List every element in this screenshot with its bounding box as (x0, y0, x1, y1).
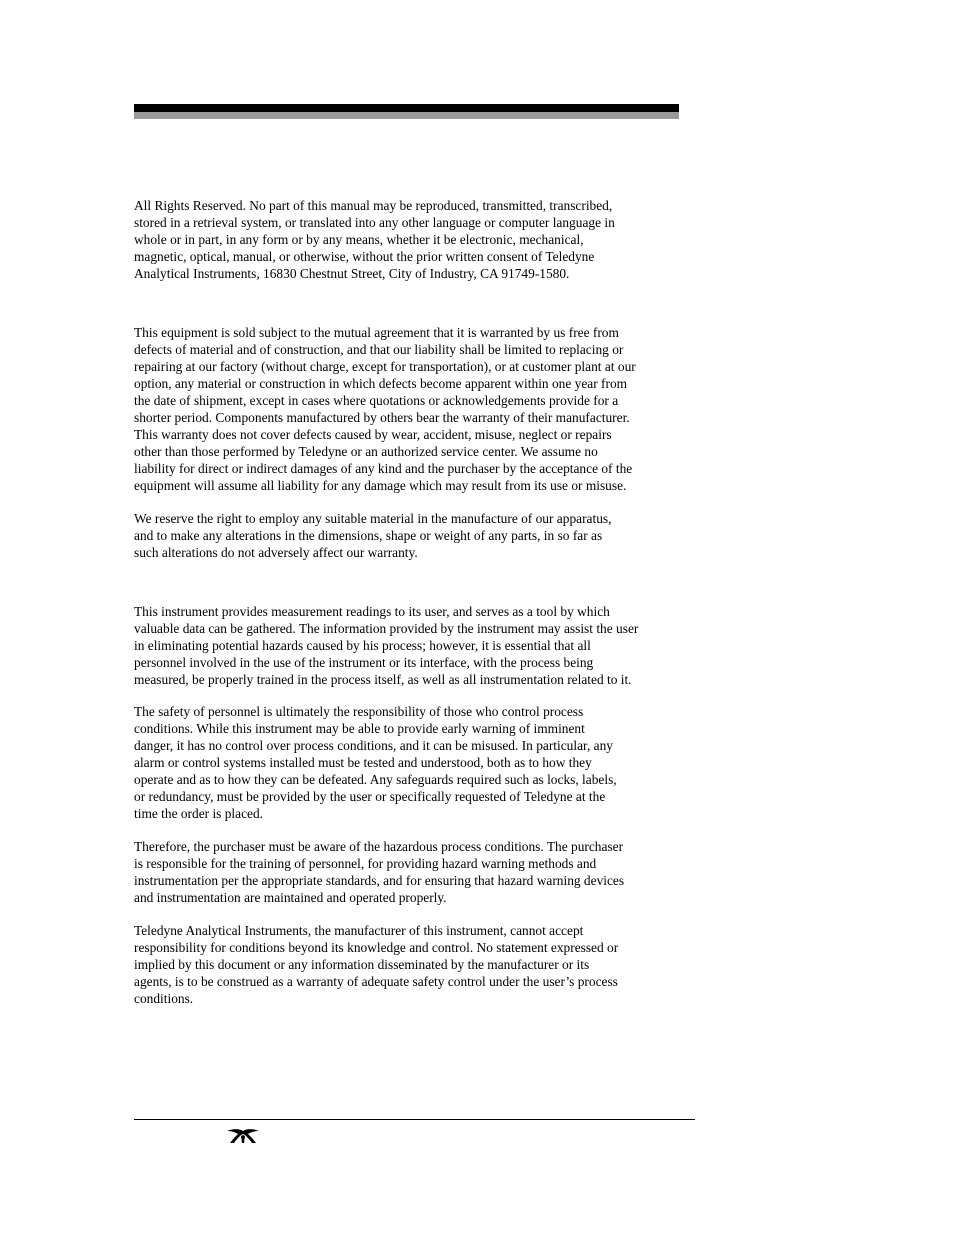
important-paragraph-4 (134, 922, 686, 1007)
paragraph-line: responsibility for conditions beyond its knowledge and control. No statement expressed or (134, 940, 619, 955)
important-paragraph-3 (134, 838, 686, 906)
paragraph-line: shorter period. Components manufactured by others bear the warranty of their manufacturer. (134, 410, 630, 425)
paragraph-line: This warranty does not cover defects caused by wear, accident, misuse, neglect or repairs (134, 427, 612, 442)
paragraph-line: other than those performed by Teledyne or an authorized service center. We assume no (134, 444, 598, 459)
paragraph-line: All Rights Reserved. No part of this manual may be reproduced, transmitted, transcribed, (134, 198, 613, 213)
paragraph-line: and to make any alterations in the dimensions, shape or weight of any parts, in so far as (134, 528, 603, 543)
paragraph-line: and instrumentation are maintained and operated properly. (134, 890, 447, 905)
important-paragraph-2 (134, 703, 686, 822)
paragraph-line: magnetic, optical, manual, or otherwise, without the prior written consent of Teledyne (134, 249, 595, 264)
paragraph-line: conditions. (134, 991, 194, 1006)
paragraph-line: liability for direct or indirect damages of any kind and the purchaser by the acceptance of the (134, 461, 633, 476)
paragraph-line: implied by this document or any information disseminated by the manufacturer or its (134, 957, 590, 972)
paragraph-line: The safety of personnel is ultimately the responsibility of those who control process (134, 704, 584, 719)
paragraph-line: Therefore, the purchaser must be aware of the hazardous process conditions. The purchaser (134, 839, 624, 854)
paragraph-line: personnel involved in the use of the instrument or its interface, with the process being (134, 655, 594, 670)
paragraph-line: valuable data can be gathered. The information provided by the instrument may assist the user (134, 621, 639, 636)
header-bar (134, 104, 679, 112)
header-bar-shadow (134, 112, 679, 119)
paragraph-line: alarm or control systems installed must be tested and understood, both as to how they (134, 755, 592, 770)
footer-rule (134, 1119, 695, 1120)
important-paragraph-1 (134, 603, 686, 688)
paragraph-line: stored in a retrieval system, or translated into any other language or computer language in (134, 215, 615, 230)
paragraph-line: This instrument provides measurement readings to its user, and serves as a tool by which (134, 604, 610, 619)
paragraph-line: repairing at our factory (without charge, except for transportation), or at customer plant at our (134, 359, 636, 374)
paragraph-line: equipment will assume all liability for any damage which may result from its use or misuse. (134, 478, 627, 493)
paragraph-line: in eliminating potential hazards caused by his process; however, it is essential that all (134, 638, 591, 653)
paragraph-line: agents, is to be construed as a warranty of adequate safety control under the user’s process (134, 974, 618, 989)
paragraph-line: measured, be properly trained in the process itself, as well as all instrumentation related to it. (134, 672, 632, 687)
paragraph-line: We reserve the right to employ any suitable material in the manufacture of our apparatus, (134, 511, 612, 526)
warranty-paragraph (134, 324, 686, 494)
paragraph-line: instrumentation per the appropriate standards, and for ensuring that hazard warning devices (134, 873, 625, 888)
paragraph-line: operate and as to how they can be defeated. Any safeguards required such as locks, labels, (134, 772, 617, 787)
paragraph-line: defects of material and of construction, and that our liability shall be limited to replacing or (134, 342, 624, 357)
paragraph-line: This equipment is sold subject to the mutual agreement that it is warranted by us free from (134, 325, 619, 340)
paragraph-line: whole or in part, in any form or by any means, whether it be electronic, mechanical, (134, 232, 584, 247)
paragraph-line: is responsible for the training of personnel, for providing hazard warning methods and (134, 856, 597, 871)
paragraph-line: danger, it has no control over process conditions, and it can be misused. In particular, any (134, 738, 613, 753)
paragraph-line: time the order is placed. (134, 806, 264, 821)
paragraph-line: conditions. While this instrument may be able to provide early warning of imminent (134, 721, 585, 736)
paragraph-line: Teledyne Analytical Instruments, the manufacturer of this instrument, cannot accept (134, 923, 584, 938)
teledyne-logo-icon (225, 1128, 261, 1144)
rights-paragraph (134, 197, 686, 282)
reserve-paragraph (134, 510, 686, 561)
paragraph-line: Analytical Instruments, 16830 Chestnut Street, City of Industry, CA 91749-1580. (134, 266, 570, 281)
paragraph-line: or redundancy, must be provided by the user or specifically requested of Teledyne at the (134, 789, 606, 804)
paragraph-line: such alterations do not adversely affect our warranty. (134, 545, 418, 560)
paragraph-line: the date of shipment, except in cases where quotations or acknowledgements provide for a (134, 393, 619, 408)
paragraph-line: option, any material or construction in which defects become apparent within one year from (134, 376, 628, 391)
